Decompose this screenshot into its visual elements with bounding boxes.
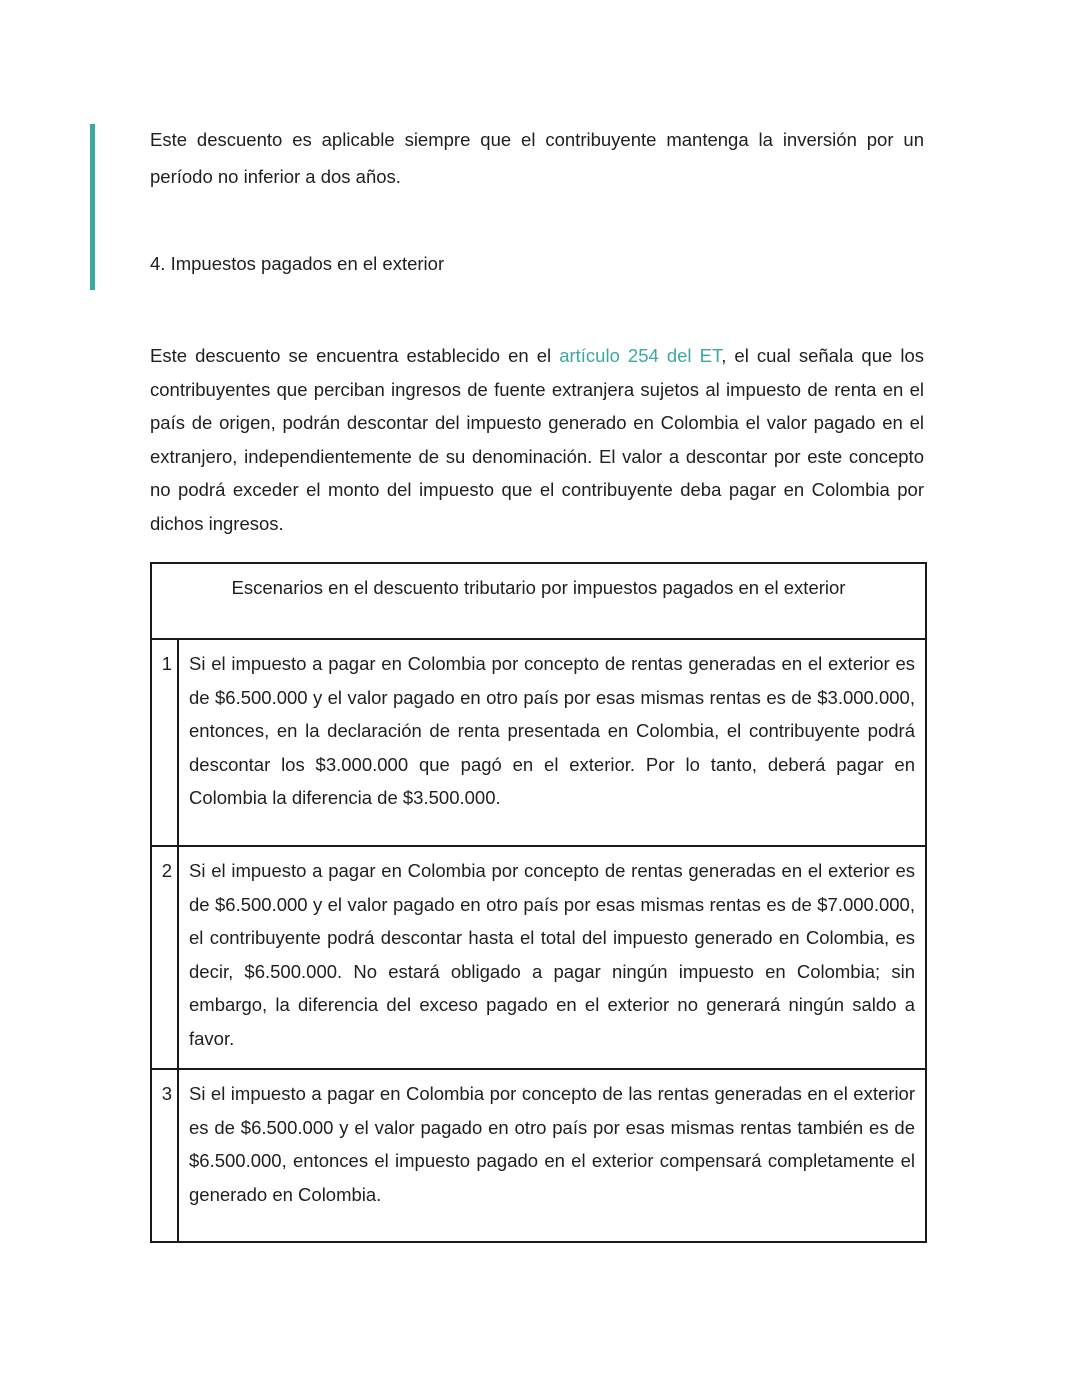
scenario-number: 2 bbox=[151, 846, 178, 1069]
section-heading: 4. Impuestos pagados en el exterior bbox=[150, 253, 445, 274]
article-paragraph-body: , el cual señala que los contribuyentes que perciban ingresos de fuente extranjera sujetos al impuesto de renta en el país de origen, podrán descontar del impuesto generado en Colombia el valor pagado en el extranjero, independientemente de su denominación. El valor a descontar por este concepto no podrá exceder el monto del impuesto que el contribuyente deba pagar en Colombia por dichos ingresos. bbox=[150, 345, 925, 534]
scenario-text: Si el impuesto a pagar en Colombia por concepto de las rentas generadas en el exterior es de $6.500.000 y el valor pagado en otro país por esas mismas rentas también es de $6.500.000, entonces el impuesto pagado en el exterior compensará completamente el generado en Colombia. bbox=[178, 1069, 926, 1242]
table-row bbox=[151, 639, 926, 846]
article-paragraph bbox=[150, 339, 924, 541]
scenario-text: Si el impuesto a pagar en Colombia por concepto de rentas generadas en el exterior es de $6.500.000 y el valor pagado en otro país por esas mismas rentas es de $3.000.000, entonces, en la declaración de renta presentada en Colombia, el contribuyente podrá descontar los $3.000.000 que pagó en el exterior. Por lo tanto, deberá pagar en Colombia la diferencia de $3.500.000. bbox=[178, 639, 926, 846]
scenario-number: 1 bbox=[151, 639, 178, 846]
quote-accent-bar bbox=[90, 124, 95, 290]
table-row bbox=[151, 1069, 926, 1242]
article-paragraph-lead: Este descuento se encuentra establecido en el bbox=[150, 345, 560, 366]
table-title: Escenarios en el descuento tributario por impuestos pagados en el exterior bbox=[151, 563, 926, 639]
intro-paragraph: Este descuento es aplicable siempre que el contribuyente mantenga la inversión por un período no inferior a dos años. bbox=[150, 129, 924, 187]
table-row bbox=[151, 846, 926, 1069]
scenarios-table bbox=[150, 562, 927, 1243]
article-254-link[interactable]: artículo 254 del ET bbox=[559, 345, 722, 366]
scenario-number: 3 bbox=[151, 1069, 178, 1242]
scenario-text: Si el impuesto a pagar en Colombia por concepto de rentas generadas en el exterior es de $6.500.000 y el valor pagado en otro país por esas mismas rentas es de $7.000.000, el contribuyente podrá descontar hasta el total del impuesto generado en Colombia, es decir, $6.500.000. No estará obligado a pagar ningún impuesto en Colombia; sin embargo, la diferencia del exceso pagado en el exterior no generará ningún saldo a favor. bbox=[178, 846, 926, 1069]
table-title-row bbox=[151, 563, 926, 639]
